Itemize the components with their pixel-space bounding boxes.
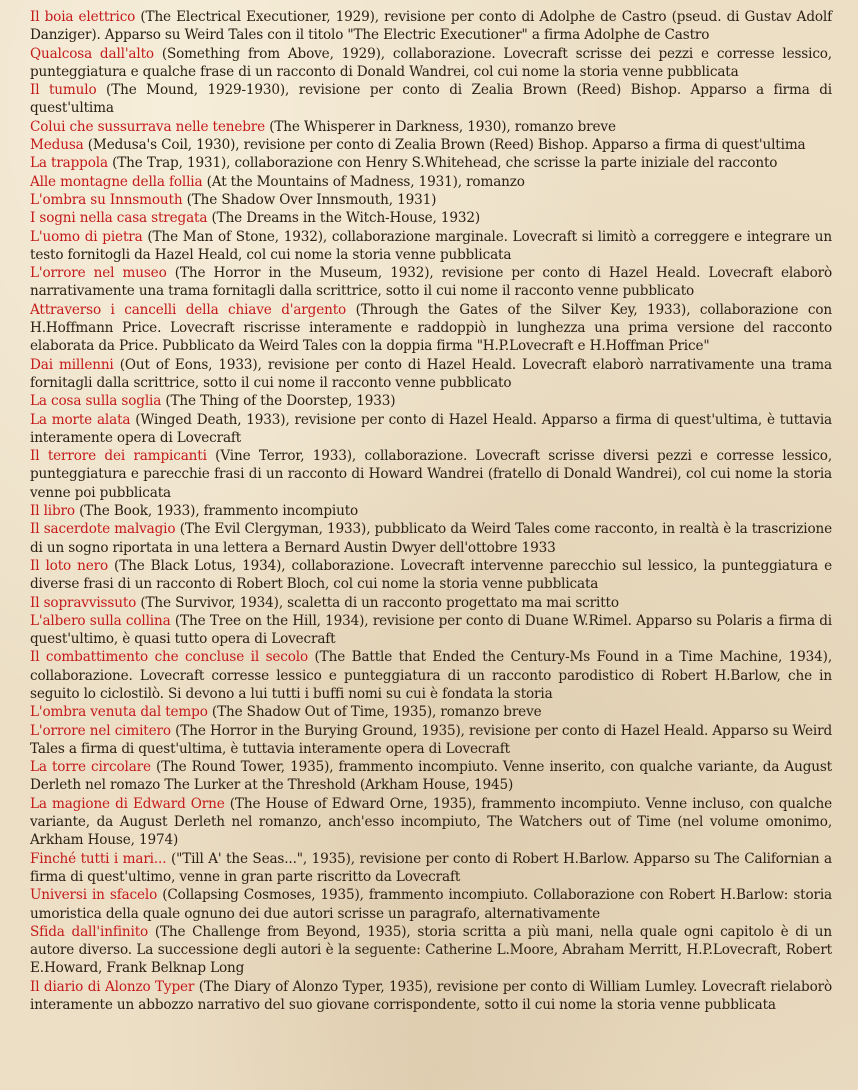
bibliography-entry [30,301,832,356]
entry-title: L'orrore nel museo [30,265,167,282]
bibliography-entry [30,411,832,448]
entry-title: Il loto nero [30,557,108,574]
bibliography-entry [30,722,832,759]
entry-title: Il diario di Alonzo Typer [30,978,195,995]
entry-title: Il tumulo [30,82,97,99]
entry-description: (The Mound, 1929-1930), revisione per conto di Zealia Brown (Reed) Bishop. Apparso a firma di quest'ultima [30,82,832,117]
entry-title: Il sacerdote malvagio [30,521,176,538]
entry-title: Universi in sfacelo [30,887,158,904]
entry-description: (The Evil Clergyman, 1933), pubblicato da Weird Tales come racconto, in realtà è la trascrizione di un sogno riportata in una lettera a Bernard Austin Dwyer dell'ottobre 1933 [30,521,832,556]
entry-description: (Vine Terror, 1933), collaborazione. Lovecraft scrisse diversi pezzi e corresse lessico, punteggiatura e parecchie frasi di un racconto di Howard Wandrei (fratello di Donald Wandrei), col cui nome la storia venne poi pubblicata [30,448,832,501]
entry-title: La torre circolare [30,759,151,776]
entry-title: Sfida dall'infinito [30,923,149,940]
entry-description: (The Man of Stone, 1932), collaborazione marginale. Lovecraft si limitò a correggere e integrare un testo fornitogli da Hazel Heald, col cui nome la storia venne pubblicata [30,228,832,263]
bibliography-entry [30,228,832,265]
entry-description: (The Shadow Over Innsmouth, 1931) [182,191,437,208]
bibliography-entry [30,356,832,393]
entry-description: (The Electrical Executioner, 1929), revisione per conto di Adolphe de Castro (pseud. di Gustav Adolf Danziger). Apparso su Weird Tales con il titolo "The Electric Executioner" a firma Adolphe de Castro [30,9,832,44]
entry-description: (The Challenge from Beyond, 1935), storia scritta a più mani, nella quale ogni capitolo è di un autore diverso. La successione degli autori è la seguente: Catherine L.Moore, Abraham Merritt, H.P.Lovecraft, Robert E.Howard, Frank Belknap Long [30,923,832,977]
bibliography-entry [30,520,832,557]
entry-title: Il sopravvissuto [30,594,137,611]
entry-description: (The Book, 1933), frammento incompiuto [74,503,359,520]
bibliography-entry [30,209,832,227]
entry-title: L'uomo di pietra [30,228,143,245]
entry-description: (At the Mountains of Madness, 1931), romanzo [202,173,525,190]
entry-description: (Collapsing Cosmoses, 1935), frammento incompiuto. Collaborazione con Robert H.Barlow: storia umoristica della quale ognuno dei due autori scrisse un paragrafo, alternativamente [30,887,832,922]
entry-description: (Winged Death, 1933), revisione per conto di Hazel Heald. Apparso a firma di quest'ultima, è tuttavia interamente opera di Lovecraft [30,411,832,446]
bibliography-entry [30,45,832,82]
entry-title: Il libro [30,503,75,520]
entry-description: (The Dreams in the Witch-House, 1932) [207,210,481,227]
bibliography-entry [30,850,832,887]
entry-title: Colui che sussurrava nelle tenebre [30,118,266,135]
entry-description: (The Survivor, 1934), scaletta di un racconto progettato ma mai scritto [136,594,619,611]
entry-title: La morte alata [30,411,131,428]
entry-title: Il terrore dei rampicanti [30,448,207,465]
entry-description: (The Tree on the Hill, 1934), revisione per conto di Duane W.Rimel. Apparso su Polaris a firma di quest'ultimo, è quasi tutto opera di Lovecraft [30,612,832,648]
entry-title: Finché tutti i mari... [30,850,167,867]
entry-title: L'ombra su Innsmouth [30,191,183,208]
bibliography-entry [30,703,832,721]
entry-title: Il boia elettrico [30,9,136,25]
entry-description: (The Horror in the Burying Ground, 1935), revisione per conto di Hazel Heald. Apparso su Weird Tales a firma di quest'ultima, è tuttavia interamente opera di Lovecraft [30,722,832,757]
bibliography-entry [30,795,832,850]
entry-title: La cosa sulla soglia [30,393,162,410]
entry-title: L'orrore nel cimitero [30,722,171,739]
bibliography-entry [30,392,832,410]
entry-description: (The Trap, 1931), collaborazione con Henry S.Whitehead, che scrisse la parte iniziale del racconto [107,155,778,172]
entry-description: (The Horror in the Museum, 1932), revisione per conto di Hazel Heald. Lovecraft elaborò narrativamente una trama fornitagli dalla scrittrice, sotto il cui nome il racconto venne pubblicato [30,265,832,300]
bibliography-entry [30,978,832,1015]
entry-title: Il combattimento che concluse il secolo [30,649,309,666]
entry-description: (Something from Above, 1929), collaborazione. Lovecraft scrisse dei pezzi e corresse lessico, punteggiatura e qualche frase di un racconto di Donald Wandrei, col cui nome la storia venne pubblicata [30,45,832,80]
bibliography-entry [30,447,832,502]
bibliography-entry [30,612,832,649]
entry-title: La trappola [30,155,108,172]
bibliography-entry [30,136,832,154]
entry-description: (Out of Eons, 1933), revisione per conto di Hazel Heald. Lovecraft elaborò narrativamente una trama fornitagli dalla scrittrice, sotto il cui nome il racconto venne pubblicato [30,356,832,391]
bibliography-entry [30,758,832,795]
bibliography-entry [30,557,832,594]
entry-description: (The Black Lotus, 1934), collaborazione. Lovecraft intervenne parecchio sul lessico, la punteggiatura e diverse frasi di un racconto di Robert Bloch, col cui nome la storia venne pubblicata [30,557,832,593]
entry-description: (The Battle that Ended the Century-Ms Found in a Time Machine, 1934), collaborazione. Lovecraft corresse lessico e punteggiatura di un racconto parodistico di Robert H.Barlow, che in seguito lo ciclostilò. Si devono a lui tutti i buffi nomi su cui è fondata la storia [30,649,832,702]
entry-description: ("Till A' the Seas...", 1935), revisione per conto di Robert H.Barlow. Apparso su The Californian a firma di quest'ultimo, venne in gran parte riscritto da Lovecraft [30,850,832,885]
entry-title: L'albero sulla collina [30,612,171,629]
entry-description: (The Whisperer in Darkness, 1930), romanzo breve [265,118,616,135]
entry-title: Attraverso i cancelli della chiave d'argento [30,301,347,318]
entry-title: Qualcosa dall'alto [30,45,154,62]
entry-description: (The Thing of the Doorstep, 1933) [161,393,396,410]
entry-title: Medusa [30,137,84,154]
bibliography-entry [30,118,832,136]
entry-title: I sogni nella casa stregata [30,210,208,227]
entry-description: (The Diary of Alonzo Typer, 1935), revisione per conto di William Lumley. Lovecraft rielaborò interamente un abbozzo narrativo del suo giovane corrispondente, sotto il cui nome la storia venne pubblicata [30,978,832,1014]
bibliography-entry [30,923,832,978]
bibliography-entry [30,264,832,301]
bibliography-entry [30,81,832,118]
bibliography-entry [30,173,832,191]
entry-title: Alle montagne della follia [30,173,203,190]
bibliography-entry [30,154,832,172]
entry-description: (Medusa's Coil, 1930), revisione per conto di Zealia Brown (Reed) Bishop. Apparso a firma di quest'ultima [83,137,806,154]
bibliography-entry [30,502,832,520]
entry-description: (Through the Gates of the Silver Key, 1933), collaborazione con H.Hoffmann Price. Lovecraft riscrisse interamente e raddoppiò in lunghezza una prima versione del racconto elaborata da Price. Pubblicato da Weird Tales con la doppia firma "H.P.Lovecraft e H.Hoffman Price" [30,301,833,355]
entry-description: (The Shadow Out of Time, 1935), romanzo breve [207,704,542,721]
entry-title: Dai millenni [30,356,114,373]
bibliography-entry [30,594,832,612]
bibliography-entry [30,8,832,45]
entry-title: L'ombra venuta dal tempo [30,704,208,721]
bibliography-list [30,8,832,1014]
bibliography-entry [30,191,832,209]
entry-description: (The House of Edward Orne, 1935), frammento incompiuto. Venne incluso, con qualche variante, da August Derleth nel romanzo, anch'esso incompiuto, The Watchers out of Time (nel volume omonimo, Arkham House, 1974) [30,795,832,849]
entry-description: (The Round Tower, 1935), frammento incompiuto. Venne inserito, con qualche variante, da August Derleth nel romazo The Lurker at the Threshold (Arkham House, 1945) [30,759,832,794]
bibliography-entry [30,886,832,923]
bibliography-entry [30,648,832,703]
entry-title: La magione di Edward Orne [30,795,225,812]
